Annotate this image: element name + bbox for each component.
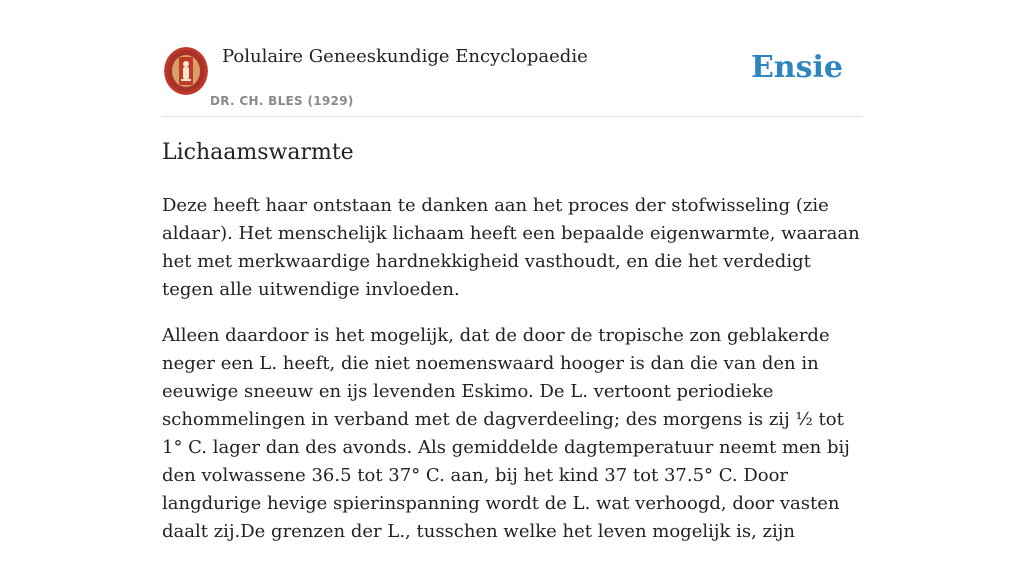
site-logo[interactable]: Ensie — [750, 50, 843, 85]
book-cover-logo[interactable] — [164, 47, 208, 95]
article-paragraph: Deze heeft haar ontstaan te danken aan het proces der stofwisseling (zie aldaar). Het menschelijk lichaam heeft een bepaalde eigenwarmte, waaraan het met merkwaardige hardnekkigheid vasthoudt, en die het verdedigt tegen alle uitwendige invloeden. — [162, 195, 860, 300]
page — [162, 0, 862, 542]
book-author: DR. CH. BLES (1929) — [210, 94, 354, 108]
book-header — [162, 0, 862, 117]
article-body — [162, 192, 862, 564]
book-title[interactable]: Polulaire Geneeskundige Encyclopaedie — [222, 46, 588, 67]
article-title: Lichaamswarmte — [162, 140, 354, 165]
article-paragraph: Alleen daardoor is het mogelijk, dat de door de tropische zon geblakerde neger een L. heeft, die niet noemenswaard hooger is dan die van den in eeuwige sneeuw en ijs levenden Eskimo. De L. vertoont periodieke schommelingen in verband met de dagverdeeling; des morgens is zij ½ tot 1° C. lager dan des avonds. Als gemiddelde dagtemperatuur neemt men bij den volwassene 36.5 tot 37° C. aan, bij het kind 37 tot 37.5° C. Door langdurige hevige spierinspanning wordt de L. wat verhoogd, door vasten daalt zij.De grenzen der L., tusschen welke het leven mogelijk is, zijn — [162, 325, 850, 542]
